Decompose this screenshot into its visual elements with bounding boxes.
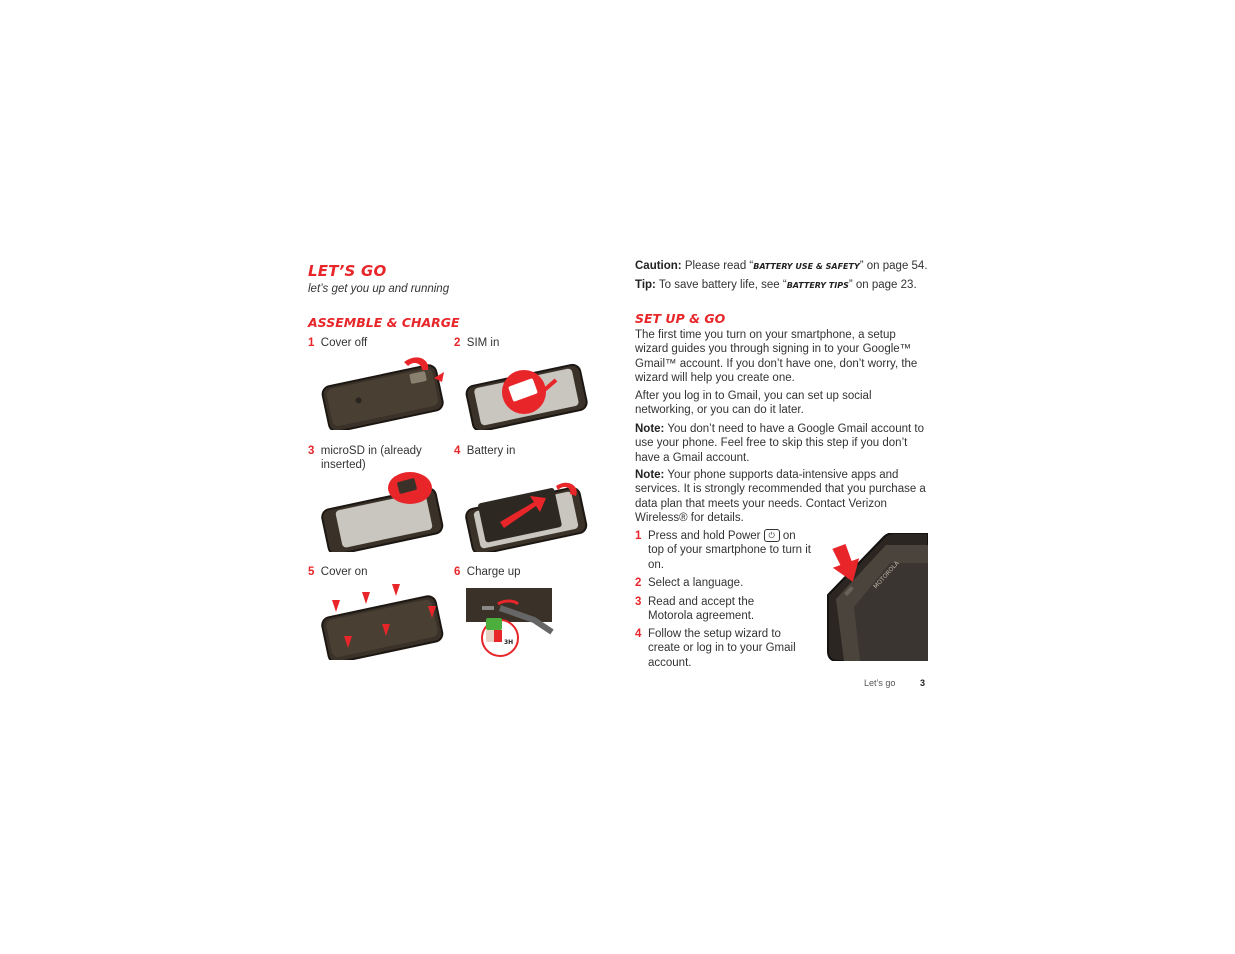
step-1-label: 1 Cover off [308, 337, 368, 349]
microsd-illustration [318, 470, 448, 552]
page-subtitle: let’s get you up and running [308, 283, 450, 295]
note-gmail: Note: You don’t need to have a Google Gmail account to use your phone. Feel free to skip this step if you don’t have a Gmail account. [635, 423, 924, 464]
caution-link[interactable]: BATTERY USE & SAFETY [753, 262, 860, 271]
charge-duration-label: 3H [504, 639, 514, 646]
battery-in-illustration [464, 470, 588, 552]
phone-brand-label: MOTOROLA [872, 559, 901, 591]
setup-paragraph-1: The first time you turn on your smartphone, a setup wizard guides you through signing in to your Google™ Gmail™ account. If you don’t have one, don’t worry, the wizard will help you create one. [635, 329, 918, 384]
step-2-label: 2 SIM in [454, 337, 500, 349]
step-5-label: 5 Cover on [308, 566, 368, 578]
cover-off-illustration [318, 350, 450, 430]
cover-on-illustration [318, 578, 450, 660]
note-data-plan: Note: Your phone supports data-intensive apps and services. It is strongly recommended that you purchase a data plan that meets your needs. Contact Verizon Wireless® for details. [635, 469, 926, 524]
setup-step-1: 1 Press and hold Power ⏻ on top of your smartphone to turn it on. [635, 530, 812, 571]
tip-line: Tip: To save battery life, see “BATTERY TIPS” on page 23. [635, 279, 917, 291]
setup-step-2: 2 Select a language. [635, 577, 744, 589]
tip-link[interactable]: BATTERY TIPS [786, 281, 849, 290]
setup-step-4: 4 Follow the setup wizard to create or log in to your Gmail account. [635, 628, 796, 669]
caution-line: Caution: Please read “BATTERY USE & SAFETY” on page 54. [635, 260, 928, 272]
setup-step-3: 3 Read and accept the Motorola agreement. [635, 596, 755, 623]
page-number: 3 [920, 678, 926, 688]
step-3-label: 3 microSD in (already inserted) [308, 445, 422, 471]
setup-paragraph-2: After you log in to Gmail, you can set up social networking, or you can do it later. [635, 390, 872, 417]
page-title: LET’S GO [308, 262, 387, 280]
footer-section: Let’s go [864, 678, 896, 688]
step-4-label: 4 Battery in [454, 445, 516, 457]
section-title-assemble: ASSEMBLE & CHARGE [308, 315, 460, 330]
power-icon: ⏻ [764, 529, 780, 542]
step-6-label: 6 Charge up [454, 566, 521, 578]
sim-in-illustration [464, 350, 588, 430]
section-title-setup: SET UP & GO [635, 311, 726, 326]
charge-up-illustration [464, 586, 564, 658]
power-button-illustration [824, 533, 928, 661]
